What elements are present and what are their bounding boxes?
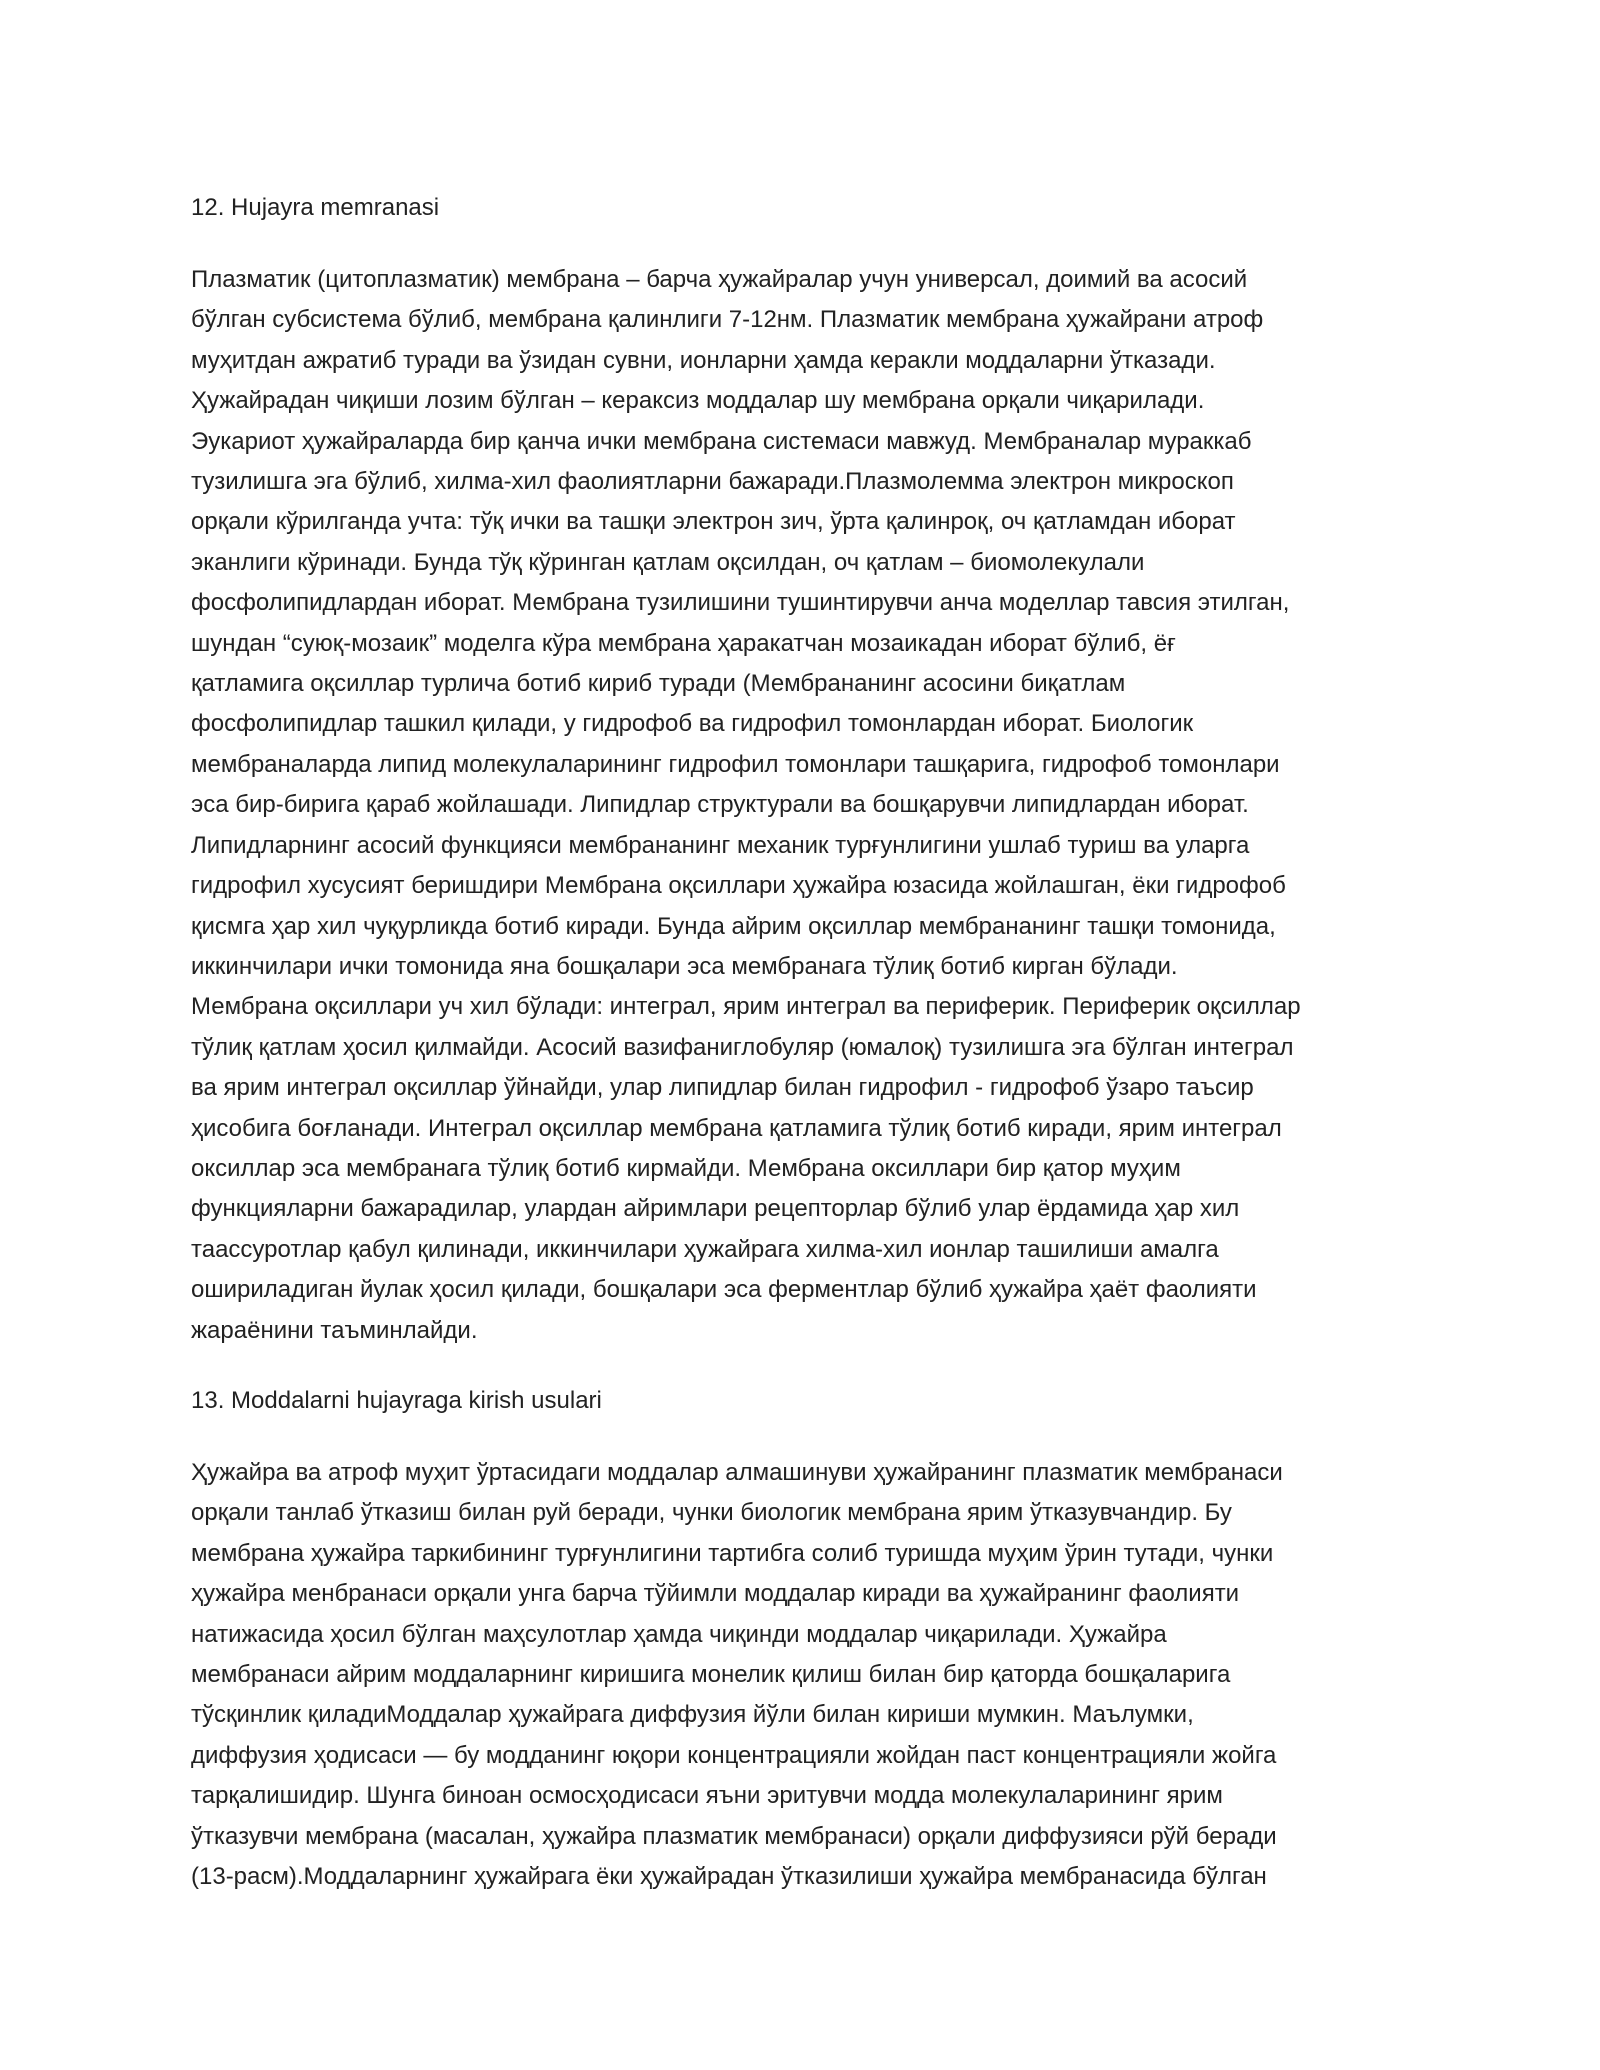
text-line: бўлган субсистема бўлиб, мембрана қалинлиги 7-12нм. Плазматик мембрана ҳужайрани атроф: [191, 306, 1264, 334]
text-line: гидрофил хусусият беришдири Мембрана оқсиллари ҳужайра юзасида жойлашган, ёки гидрофоб: [191, 872, 1286, 900]
text-line: оксиллар эса мембранага тўлиқ ботиб кирмайди. Мембрана оксиллари бир қатор муҳим: [191, 1154, 1181, 1182]
text-line: фосфолипидлар ташкил қилади, у гидрофоб ва гидрофил томонлардан иборат. Биологик: [191, 710, 1194, 738]
section-heading-cell-membrane: 12. Hujayra memranasi: [191, 194, 440, 221]
text-line: эса бир-бирига қараб жойлашади. Липидлар структурали ва бошқарувчи липидлардан иборат.: [191, 791, 1249, 819]
text-line: (13-расм).Моддаларнинг ҳужайрага ёки ҳужайрадан ўтказилиши ҳужайра мембранасида бўлган: [191, 1863, 1267, 1891]
text-line: тўлиқ қатлам ҳосил қилмайди. Асосий вазифаниглобуляр (юмалоқ) тузилишга эга бўлган интеграл: [191, 1033, 1294, 1061]
text-line: ошириладиган йулак ҳосил қилади, бошқалари эса ферментлар бўлиб ҳужайра ҳаёт фаолияти: [191, 1276, 1257, 1304]
text-line: шундан “суюқ-мозаик” моделга кўра мембрана ҳаракатчан мозаикадан иборат бўлиб, ёғ: [191, 629, 1176, 657]
text-line: фосфолипидлардан иборат. Мембрана тузилишини тушинтирувчи анча моделлар тавсия этилган,: [191, 589, 1290, 617]
text-line: мембрана ҳужайра таркибининг турғунлигини тартибга солиб туришда муҳим ўрин тутади, чунки: [191, 1539, 1274, 1567]
text-line: ва ярим интеграл оқсиллар ўйнайди, улар липидлар билан гидрофил - гидрофоб ўзаро таъсир: [191, 1074, 1254, 1102]
text-line: ҳужайра менбранаси орқали унга барча тўйимли моддалар киради ва ҳужайранинг фаолияти: [191, 1580, 1240, 1608]
text-line: Мембрана оқсиллари уч хил бўлади: интеграл, ярим интеграл ва периферик. Периферик оқсиллар: [191, 993, 1301, 1021]
text-line: эканлиги кўринади. Бунда тўқ кўринган қатлам оқсилдан, оч қатлам – биомолекулали: [191, 548, 1145, 576]
text-line: ҳисобига боғланади. Интеграл оқсиллар мембрана қатламига тўлиқ ботиб киради, ярим интеграл: [191, 1114, 1282, 1142]
text-line: Эукариот ҳужайраларда бир қанча ички мембрана системаси мавжуд. Мембраналар мураккаб: [191, 427, 1252, 455]
text-line: таассуротлар қабул қилинади, иккинчилари ҳужайрага хилма-хил ионлар ташилиши амалга: [191, 1235, 1219, 1263]
text-line: тузилишга эга бўлиб, хилма-хил фаолиятларни бажаради.Плазмолемма электрон микроскоп: [191, 468, 1234, 496]
text-line: орқали танлаб ўтказиш билан руй беради, чунки биологик мембрана ярим ўтказувчандир. Бу: [191, 1499, 1232, 1527]
text-line: қисмга ҳар хил чуқурликда ботиб киради. Бунда айрим оқсиллар мембрананинг ташқи томонида,: [191, 912, 1276, 940]
text-line: функцияларни бажарадилар, улардан айримлари рецепторлар бўлиб улар ёрдамида ҳар хил: [191, 1195, 1240, 1223]
section-heading-substance-entry: 13. Moddalarni hujayraga kirish usulari: [191, 1386, 602, 1414]
document-page: [191, 188, 1431, 1897]
text-line: Липидларнинг асосий функцияси мембрананинг механик турғунлигини ушлаб туриш ва уларга: [191, 831, 1250, 859]
section-paragraph-substance-entry: [191, 1453, 1431, 1897]
text-line: тўсқинлик қиладиМоддалар ҳужайрага диффузия йўли билан кириши мумкин. Маълумки,: [191, 1701, 1194, 1729]
text-line: иккинчилари ички томонида яна бошқалари эса мембранага тўлиқ ботиб кирган бўлади.: [191, 952, 1178, 980]
text-line: қатламига оқсиллар турлича ботиб кириб туради (Мембрананинг асосини биқатлам: [191, 670, 1126, 698]
text-line: Плазматик (цитоплазматик) мембрана – барча ҳужайралар учун универсал, доимий ва асосий: [191, 266, 1248, 293]
text-line: орқали кўрилганда учта: тўқ ички ва ташқи электрон зич, ўрта қалинроқ, оч қатламдан иборат: [191, 508, 1236, 536]
text-line: натижасида ҳосил бўлган маҳсулотлар ҳамда чиқинди моддалар чиқарилади. Ҳужайра: [191, 1620, 1167, 1648]
text-line: Ҳужайра ва атроф муҳит ўртасидаги моддалар алмашинуви ҳужайранинг плазматик мембранаси: [191, 1458, 1283, 1486]
text-line: мембраналарда липид молекулаларининг гидрофил томонлари ташқарига, гидрофоб томонлари: [191, 750, 1280, 778]
section-paragraph-cell-membrane: [191, 260, 1431, 1351]
text-line: ўтказувчи мембрана (масалан, ҳужайра плазматик мембранаси) орқали диффузияси рўй беради: [191, 1822, 1277, 1850]
text-line: Ҳужайрадан чиқиши лозим бўлган – кераксиз моддалар шу мембрана орқали чиқарилади.: [191, 387, 1205, 415]
text-line: муҳитдан ажратиб туради ва ўзидан сувни, ионларни ҳамда керакли моддаларни ўтказади.: [191, 346, 1216, 374]
text-line: тарқалишидир. Шунга биноан осмосҳодисаси яъни эритувчи модда молекулаларининг ярим: [191, 1782, 1223, 1810]
text-line: диффузия ҳодисаси — бу модданинг юқори концентрацияли жойдан паст концентрацияли жойга: [191, 1741, 1277, 1769]
text-line: жараёнини таъминлайди.: [191, 1316, 478, 1344]
text-line: мембранаси айрим моддаларнинг киришига монелик қилиш билан бир қаторда бошқаларига: [191, 1661, 1231, 1688]
